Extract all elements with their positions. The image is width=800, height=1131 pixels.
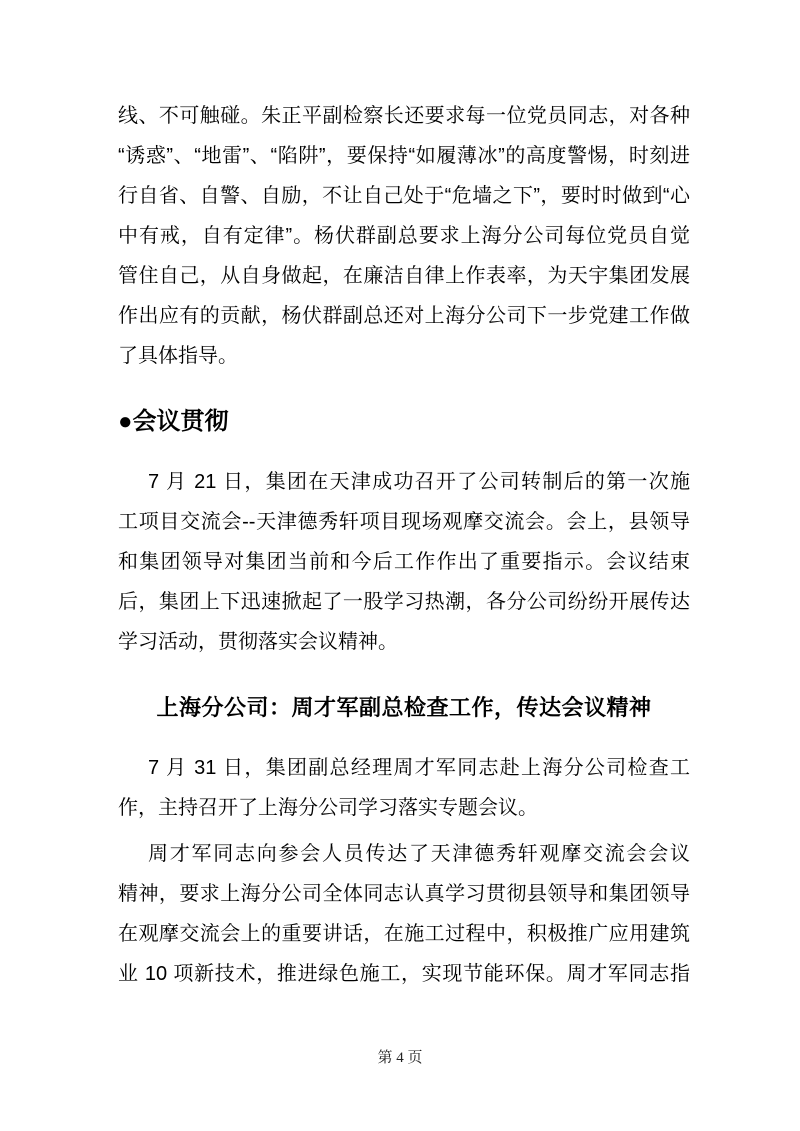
- text-line: 7 月 31 日，集团副总经理周才军同志赴上海分公司检查工: [148, 757, 690, 779]
- text-line: 工项目交流会--天津德秀轩项目现场观摩交流会。会上，县领导: [118, 511, 690, 533]
- text-line: 学习活动，贯彻落实会议精神。: [118, 631, 398, 653]
- body-paragraph: [118, 748, 690, 828]
- section-heading-text: 会议贯彻: [132, 408, 229, 435]
- text-line: 周才军同志向参会人员传达了天津德秀轩观摩交流会会议: [148, 843, 690, 865]
- text-line: 作出应有的贡献，杨伏群副总还对上海分公司下一步党建工作做: [118, 305, 690, 327]
- page-number: 第 4 页: [377, 1050, 423, 1066]
- text-line: 和集团领导对集团当前和今后工作作出了重要指示。会议结束: [118, 551, 690, 573]
- text-line: 精神，要求上海分公司全体同志认真学习贯彻县领导和集团领导: [118, 883, 690, 905]
- body-paragraph: [118, 96, 690, 376]
- section-heading: [118, 402, 690, 442]
- text-line: 线、不可触碰。朱正平副检察长还要求每一位党员同志，对各种: [118, 105, 690, 127]
- document-body: [118, 96, 690, 1000]
- text-line: 了具体指导。: [118, 345, 238, 367]
- page-footer: [0, 1048, 800, 1068]
- bullet-icon: ●: [118, 408, 133, 435]
- text-line: 7 月 21 日，集团在天津成功召开了公司转制后的第一次施: [148, 471, 690, 493]
- text-line: 中有戒，自有定律”。杨伏群副总要求上海分公司每位党员自觉: [118, 225, 690, 247]
- text-line: 在观摩交流会上的重要讲话，在施工过程中，积极推广应用建筑: [118, 923, 690, 945]
- text-line: 管住自己，从自身做起，在廉洁自律上作表率，为天宇集团发展: [118, 265, 690, 287]
- body-paragraph: [118, 834, 690, 994]
- text-line: 行自省、自警、自励，不让自己处于“危墙之下”，要时时做到“心: [118, 185, 690, 207]
- body-paragraph: [118, 462, 690, 662]
- text-line: 后，集团上下迅速掀起了一股学习热潮，各分公司纷纷开展传达: [118, 591, 690, 613]
- text-line: 业 10 项新技术，推进绿色施工，实现节能环保。周才军同志指: [118, 963, 690, 985]
- subsection-heading: 上海分公司：周才军副总检查工作，传达会议精神: [156, 695, 652, 720]
- text-line: “诱惑”、“地雷”、“陷阱”，要保持“如履薄冰”的高度警惕，时刻进: [118, 145, 690, 167]
- text-line: 作，主持召开了上海分公司学习落实专题会议。: [118, 797, 538, 819]
